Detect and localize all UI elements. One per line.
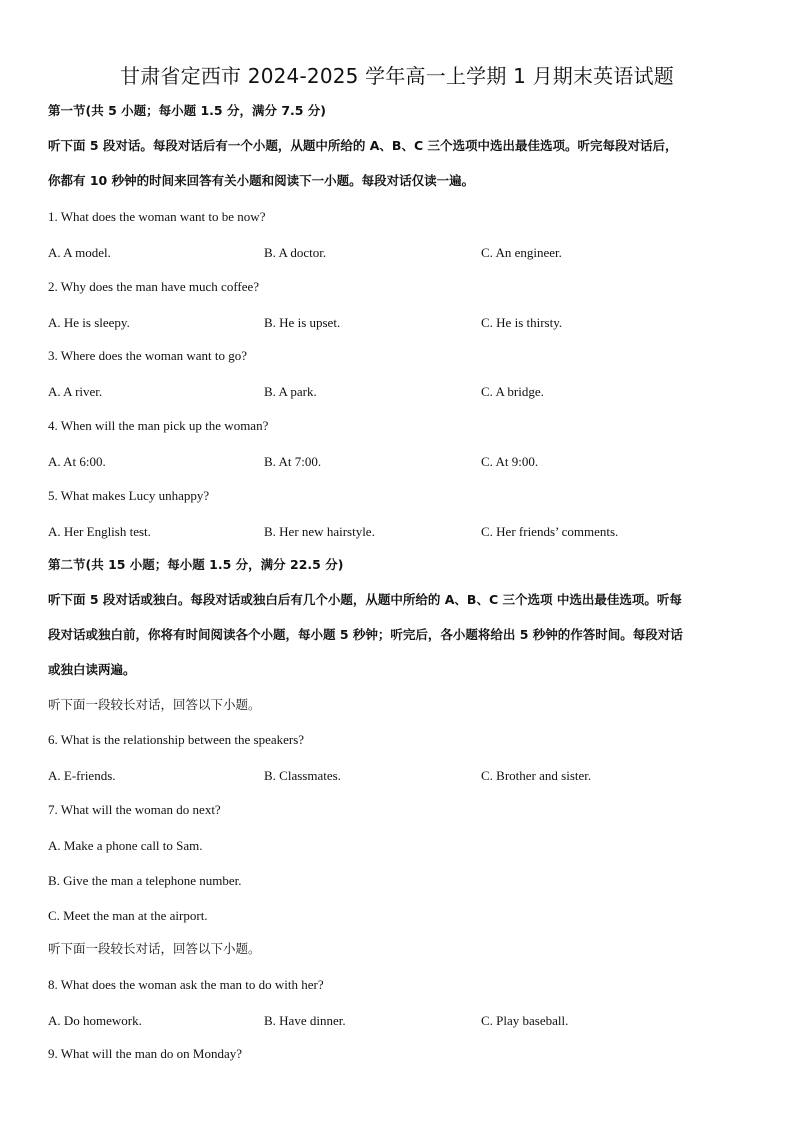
question-8-option-a: A. Do homework.	[48, 1013, 142, 1028]
question-2-option-c: C. He is thirsty.	[481, 315, 563, 330]
question-1-option-a: A. A model.	[48, 245, 111, 260]
question-3-option-b: B. A park.	[264, 384, 317, 399]
question-2-stem: 2. Why does the man have much coffee?	[48, 279, 260, 294]
question-7-stem: 7. What will the woman do next?	[48, 802, 221, 817]
question-8-option-b: B. Have dinner.	[264, 1013, 346, 1028]
question-4-option-b: B. At 7:00.	[264, 454, 322, 469]
question-3-option-a: A. A river.	[48, 384, 103, 399]
section1-instruction-line2: 你都有 10 秒钟的时间来回答有关小题和阅读下一小题。每段对话仅读一遍。	[48, 173, 475, 188]
question-5-option-b: B. Her new hairstyle.	[264, 524, 375, 539]
question-4-stem: 4. When will the man pick up the woman?	[48, 418, 269, 433]
question-5-stem: 5. What makes Lucy unhappy?	[48, 488, 210, 503]
question-6-option-c: C. Brother and sister.	[481, 768, 592, 783]
question-8-option-c: C. Play baseball.	[481, 1013, 569, 1028]
question-2-option-a: A. He is sleepy.	[48, 315, 130, 330]
question-5-option-a: A. Her English test.	[48, 524, 151, 539]
section1-heading: 第一节(共 5 小题；每小题 1.5 分，满分 7.5 分)	[48, 103, 327, 118]
section2-instruction-line2: 段对话或独白前，你将有时间阅读各个小题，每小题 5 秒钟；听完后，各小题将给出 5 秒钟的作答时间。每段对话	[48, 627, 683, 642]
question-5-option-c: C. Her friends’ comments.	[481, 524, 619, 539]
dialogue-lead-2: 听下面一段较长对话，回答以下小题。	[48, 941, 261, 956]
question-7-option-a: A. Make a phone call to Sam.	[48, 838, 203, 853]
section1-instruction-line1: 听下面 5 段对话。每段对话后有一个小题，从题中所给的 A、B、C 三个选项中选出最佳选项。听完每段对话后，	[48, 138, 678, 153]
question-3-stem: 3. Where does the woman want to go?	[48, 348, 248, 363]
question-4-option-c: C. At 9:00.	[481, 454, 539, 469]
question-6-stem: 6. What is the relationship between the speakers?	[48, 732, 305, 747]
section2-instruction-line3: 或独白读两遍。	[48, 662, 136, 677]
question-2-option-b: B. He is upset.	[264, 315, 341, 330]
question-9-stem: 9. What will the man do on Monday?	[48, 1046, 243, 1061]
question-3-option-c: C. A bridge.	[481, 384, 544, 399]
question-6-option-b: B. Classmates.	[264, 768, 341, 783]
question-8-stem: 8. What does the woman ask the man to do with her?	[48, 977, 324, 992]
page-title: 甘肃省定西市 2024-2025 学年高一上学期 1 月期末英语试题	[120, 64, 674, 88]
question-4-option-a: A. At 6:00.	[48, 454, 106, 469]
question-1-option-c: C. An engineer.	[481, 245, 562, 260]
section2-heading: 第二节(共 15 小题；每小题 1.5 分，满分 22.5 分)	[48, 557, 344, 572]
section2-instruction-line1: 听下面 5 段对话或独白。每段对话或独白后有几个小题，从题中所给的 A、B、C 三个选项 中选出最佳选项。听每	[48, 592, 682, 607]
question-1-stem: 1. What does the woman want to be now?	[48, 209, 266, 224]
question-1-option-b: B. A doctor.	[264, 245, 327, 260]
question-6-option-a: A. E-friends.	[48, 768, 116, 783]
question-7-option-b: B. Give the man a telephone number.	[48, 873, 242, 888]
question-7-option-c: C. Meet the man at the airport.	[48, 908, 208, 923]
dialogue-lead-1: 听下面一段较长对话，回答以下小题。	[48, 697, 261, 712]
